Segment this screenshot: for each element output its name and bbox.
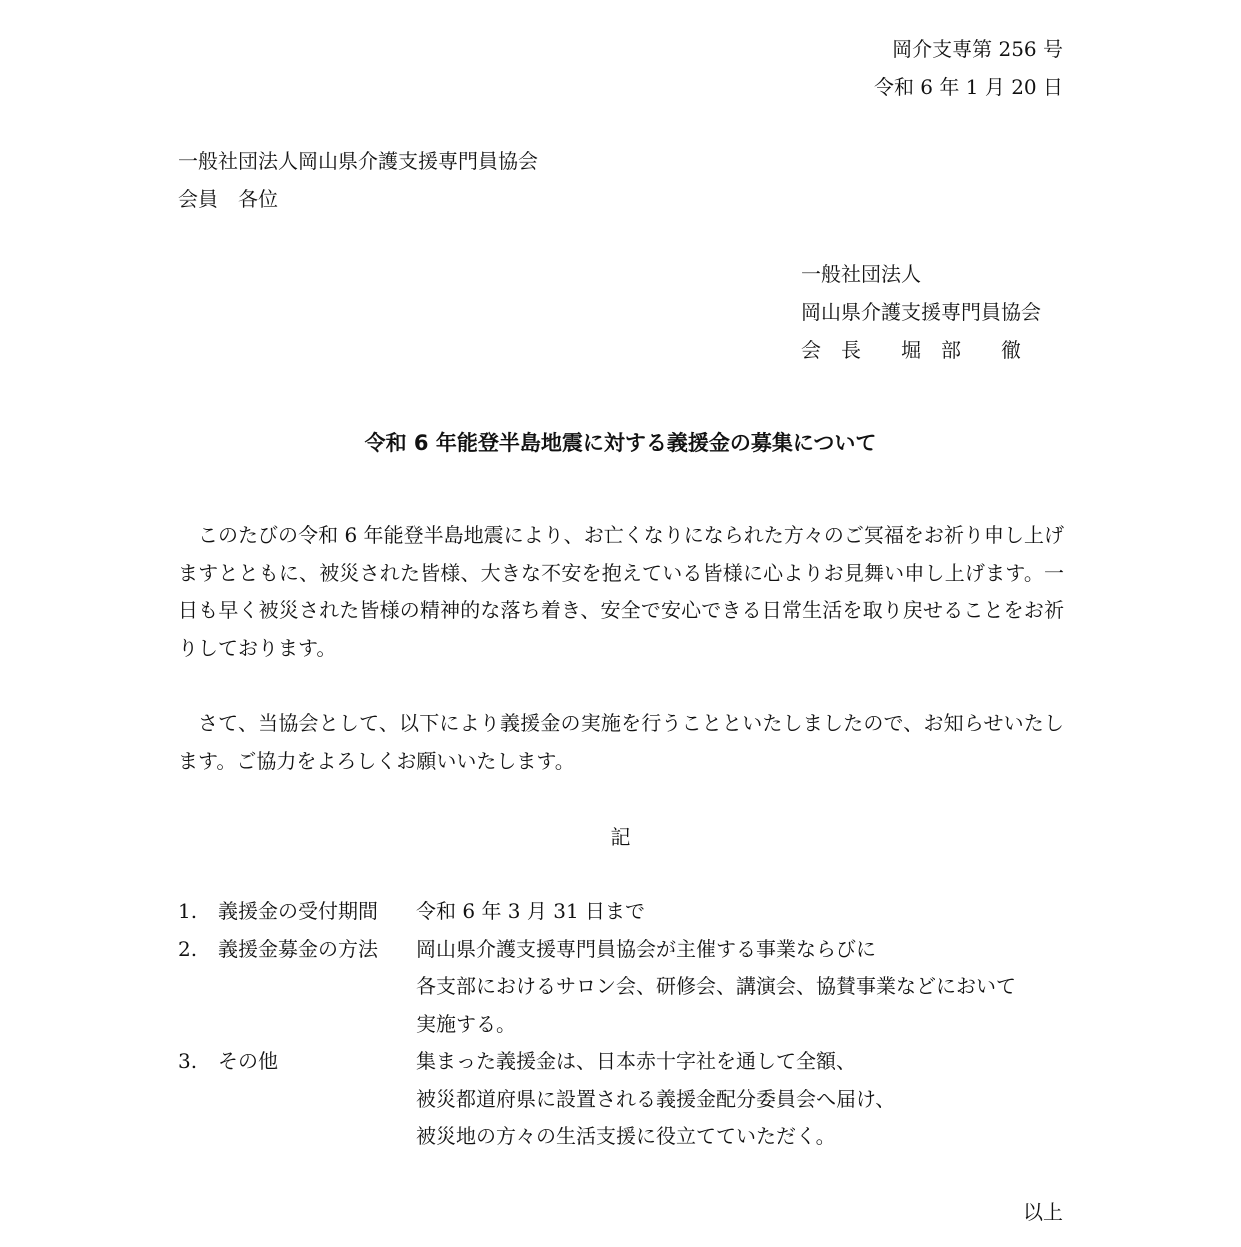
item-line: 実施する。 bbox=[416, 1011, 516, 1036]
body-paragraph-2: さて、当協会として、以下により義援金の実施を行うことといたしましたので、お知らせいたします。ご協力をよろしくお願いいたします。 bbox=[178, 711, 1064, 773]
ki-heading: 記 bbox=[610, 825, 631, 849]
item-line: 令和 6 年 3 月 31 日まで bbox=[416, 899, 646, 923]
list-item bbox=[178, 931, 1064, 1044]
list-item bbox=[178, 893, 1064, 931]
item-list bbox=[178, 893, 1064, 1156]
item-label: 義援金の受付期間 bbox=[218, 899, 378, 923]
list-item bbox=[178, 1043, 1064, 1156]
item-number: 2. bbox=[178, 936, 198, 961]
document-header bbox=[874, 30, 1063, 106]
body-paragraph-1: このたびの令和 6 年能登半島地震により、お亡くなりになられた方々のご冥福をお祈り申し上げますとともに、被災された皆様、大きな不安を抱えている皆様に心よりお見舞い申し上げます。一日も早く被災された皆様の精神的な落ち着き、安全で安心できる日常生活を取り戻せることをお祈りしております。 bbox=[178, 523, 1064, 660]
sender-line-3: 会 長 堀 部 徹 bbox=[801, 338, 1021, 362]
item-line: 被災地の方々の生活支援に役立てていただく。 bbox=[416, 1124, 836, 1148]
item-content bbox=[416, 1043, 1064, 1156]
closing-mark: 以上 bbox=[1023, 1200, 1063, 1224]
addressee-organization: 一般社団法人岡山県介護支援専門員協会 bbox=[178, 149, 538, 173]
item-line: 岡山県介護支援専門員協会が主催する事業ならびに bbox=[416, 936, 876, 961]
document-number: 岡介支専第 256 号 bbox=[892, 37, 1063, 61]
item-label: その他 bbox=[218, 1049, 278, 1073]
document-date: 令和 6 年 1 月 20 日 bbox=[873, 75, 1063, 99]
addressee-members: 会員 各位 bbox=[178, 187, 278, 211]
item-line: 各支部におけるサロン会、研修会、講演会、協賛事業などにおいて bbox=[416, 974, 1016, 998]
item-number: 1. bbox=[178, 899, 198, 923]
item-label: 義援金募金の方法 bbox=[218, 936, 378, 961]
item-content bbox=[416, 893, 1064, 931]
item-line: 被災都道府県に設置される義援金配分委員会へ届け、 bbox=[416, 1086, 896, 1111]
item-content bbox=[416, 931, 1064, 1044]
sender-line-2: 岡山県介護支援専門員協会 bbox=[801, 300, 1041, 324]
item-line: 集まった義援金は、日本赤十字社を通して全額、 bbox=[416, 1049, 856, 1073]
sender-line-1: 一般社団法人 bbox=[801, 262, 921, 286]
document-title: 令和 6 年能登半島地震に対する義援金の募集について bbox=[364, 431, 877, 455]
item-number: 3. bbox=[178, 1049, 198, 1073]
sender-block bbox=[801, 255, 1041, 369]
